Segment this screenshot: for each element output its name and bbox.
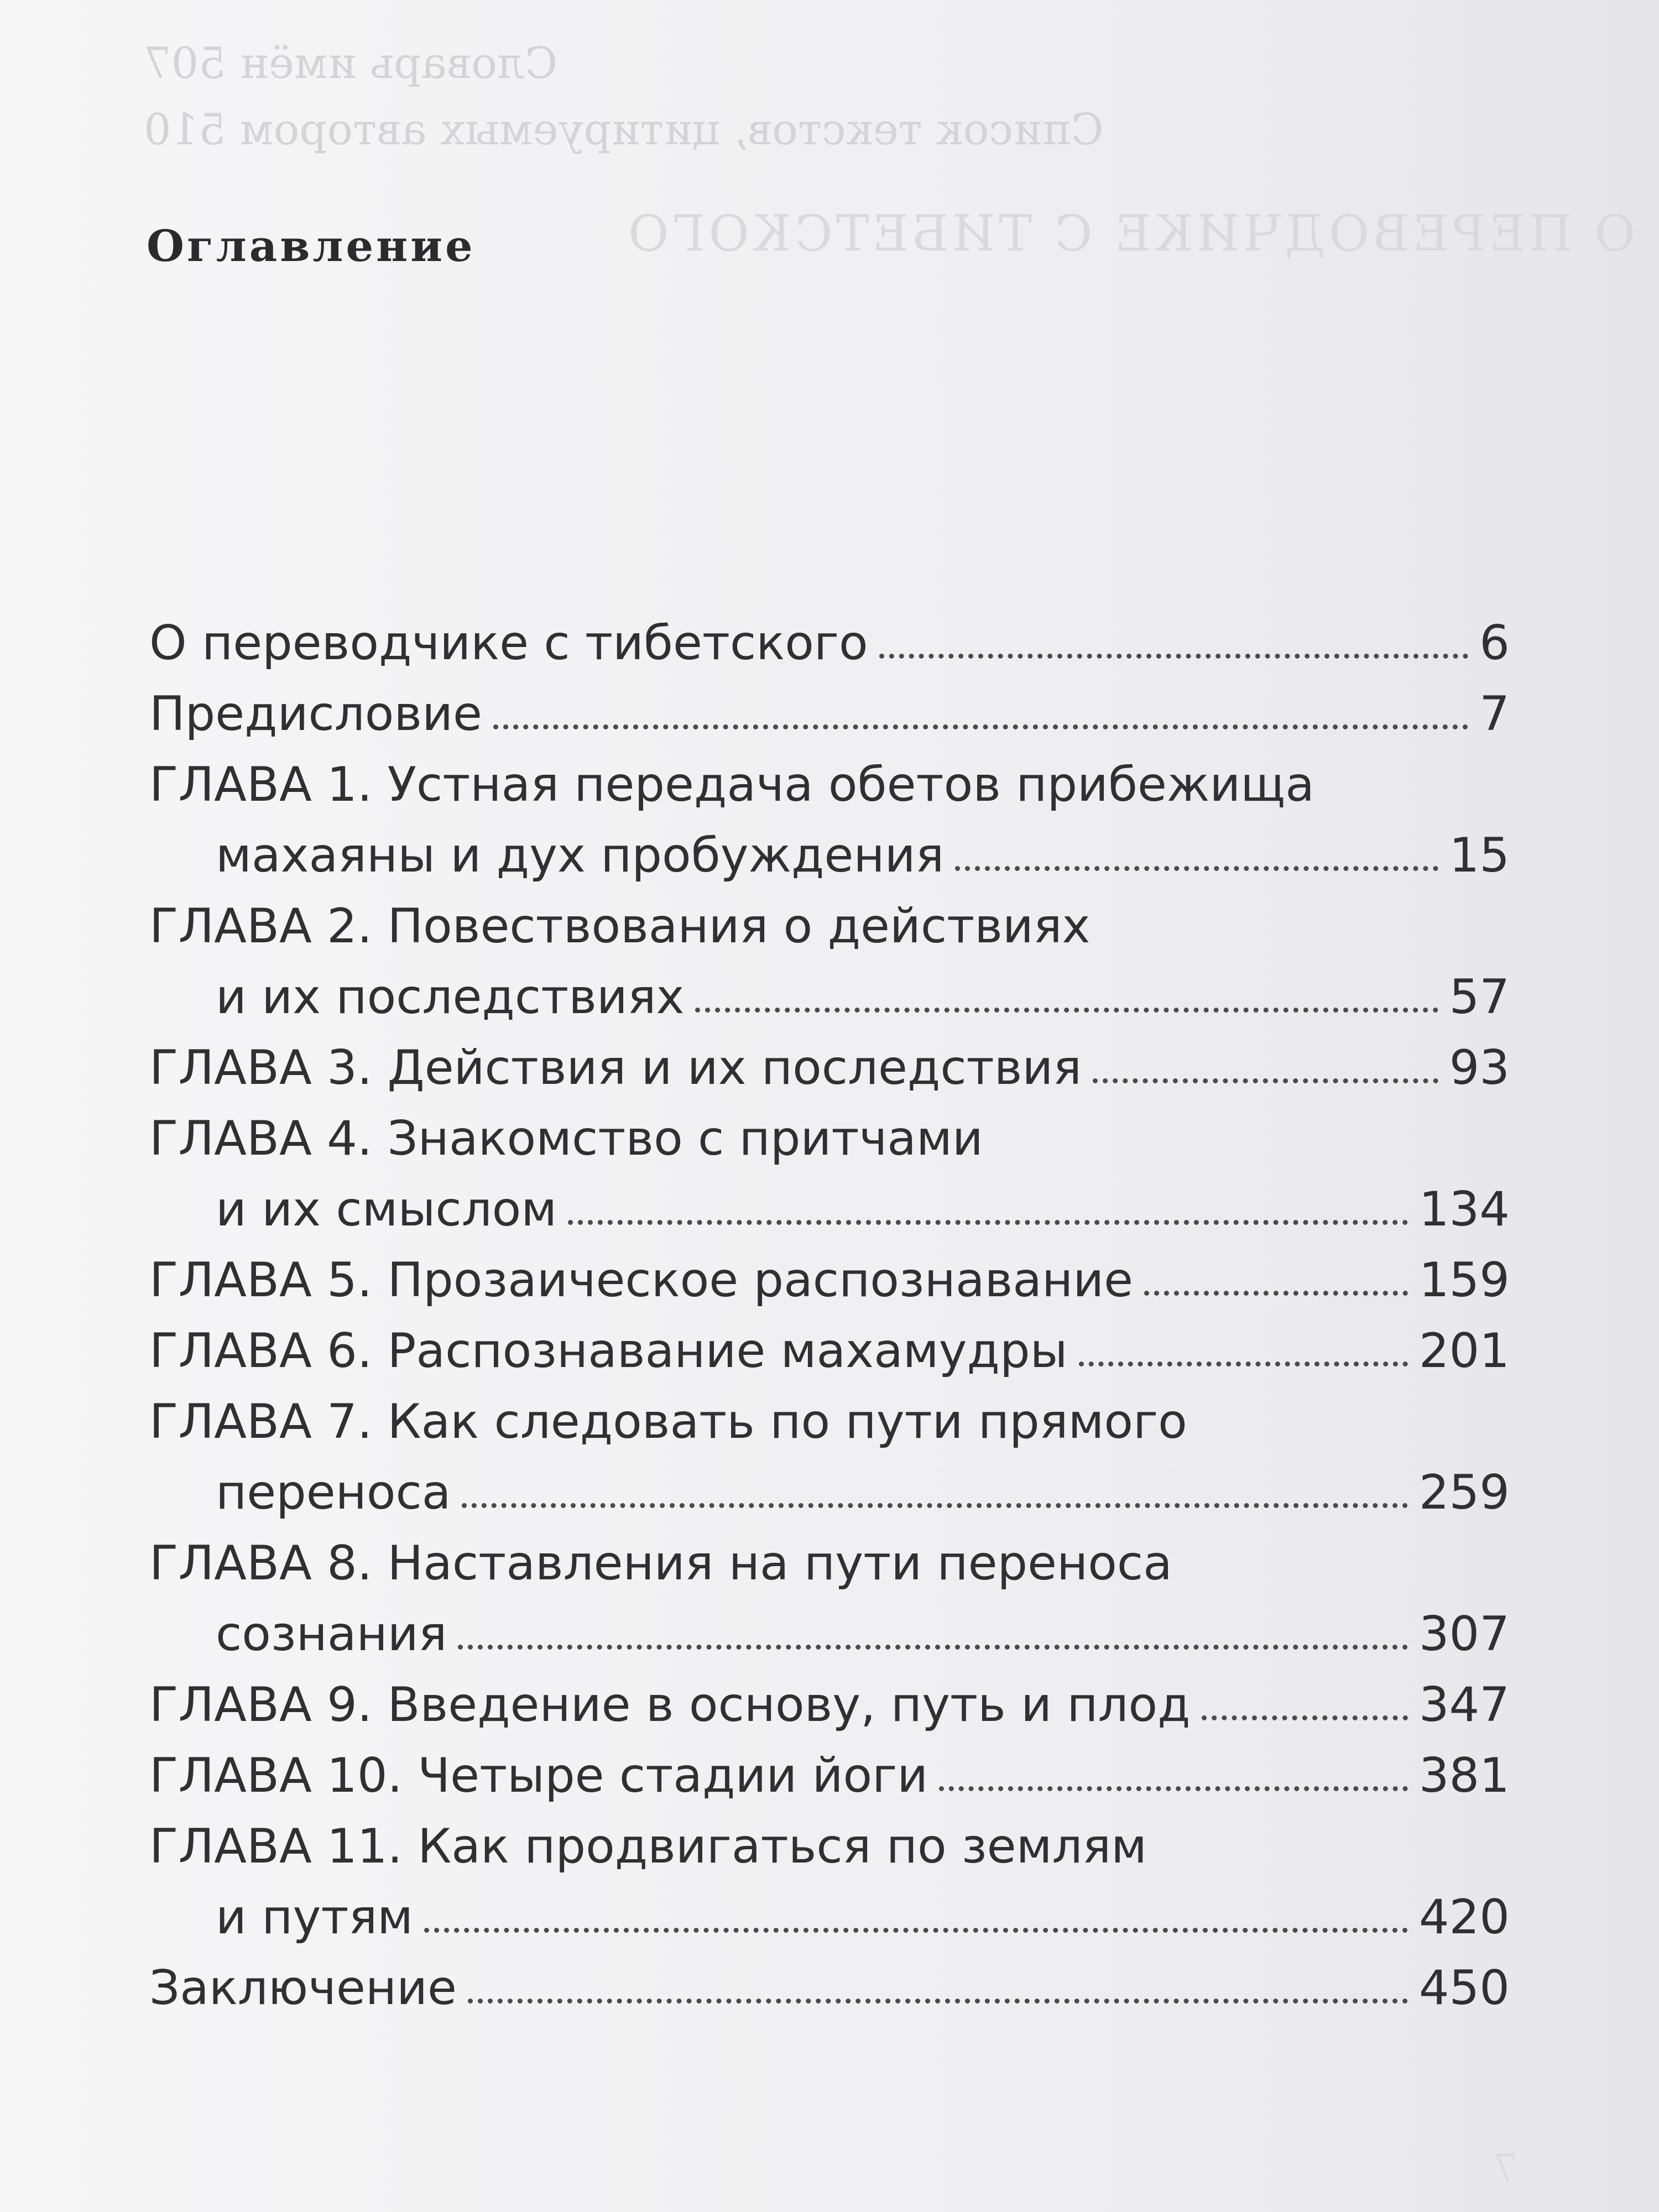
toc-entry-page: 307 [1418, 1606, 1510, 1662]
dot-leader [458, 1645, 1407, 1650]
toc-entry[interactable] [149, 1025, 1510, 1095]
toc-entry[interactable] [149, 1520, 1510, 1591]
toc-entry-page: 159 [1418, 1253, 1510, 1308]
toc-entry-continuation[interactable] [149, 812, 1510, 883]
toc-entry[interactable] [149, 1308, 1510, 1379]
toc-entry[interactable] [149, 600, 1510, 671]
toc-entry-page: 134 [1418, 1182, 1510, 1237]
toc-entry-title-cont: переноса [216, 1465, 451, 1520]
toc-entry-title: ГЛАВА 7. Как следовать по пути прямого [149, 1394, 1187, 1449]
toc-entry[interactable] [149, 742, 1510, 812]
toc-entry[interactable] [149, 1379, 1510, 1449]
toc-entry-title-cont: и их последствиях [216, 969, 685, 1025]
dot-leader [939, 1786, 1408, 1791]
dot-leader [879, 654, 1469, 659]
toc-entry-title: ГЛАВА 6. Распознавание махамудры [149, 1323, 1068, 1379]
dot-leader [1079, 1361, 1408, 1366]
dot-leader [1093, 1078, 1438, 1083]
toc-entry-page: 450 [1418, 1960, 1510, 2016]
toc-entry-continuation[interactable] [149, 1874, 1510, 1945]
toc-entry-continuation[interactable] [149, 1166, 1510, 1237]
toc-entry[interactable] [149, 1803, 1510, 1874]
toc-entry-title: ГЛАВА 5. Прозаическое распознавание [149, 1253, 1133, 1308]
toc-entry-title: ГЛАВА 4. Знакомство с притчами [149, 1111, 983, 1166]
dot-leader [1202, 1715, 1408, 1720]
toc-entry-title: Заключение [149, 1960, 457, 2016]
toc-entry-title: Предисловие [149, 686, 482, 742]
toc-entry-page: 93 [1449, 1040, 1510, 1095]
toc-entry-title: ГЛАВА 10. Четыре стадии йоги [149, 1748, 928, 1803]
toc-entry-continuation[interactable] [149, 1449, 1510, 1520]
dot-leader [424, 1928, 1408, 1933]
table-of-contents [149, 600, 1510, 2016]
toc-entry-page: 381 [1418, 1748, 1510, 1803]
show-through-heading: О ПЕРЕВОДЧИКЕ С ТИБЕТСКОГО [625, 205, 1636, 263]
toc-entry-title: ГЛАВА 8. Наставления на пути переноса [149, 1536, 1172, 1591]
toc-entry[interactable] [149, 1945, 1510, 2016]
toc-entry[interactable] [149, 1237, 1510, 1308]
toc-entry-title-cont: сознания [216, 1606, 447, 1662]
toc-entry-title: ГЛАВА 2. Повествования о действиях [149, 899, 1091, 954]
toc-entry-title-cont: махаяны и дух пробуждения [216, 828, 945, 883]
dot-leader [493, 724, 1468, 729]
toc-entry[interactable] [149, 1733, 1510, 1803]
dot-leader [955, 866, 1438, 871]
toc-entry-continuation[interactable] [149, 1591, 1510, 1662]
toc-entry-continuation[interactable] [149, 954, 1510, 1025]
toc-entry-page: 259 [1418, 1465, 1510, 1520]
toc-heading: Оглавление [147, 221, 476, 272]
toc-entry-title: ГЛАВА 11. Как продвигаться по землям [149, 1819, 1147, 1874]
show-through-text: Словарь имён 507 [144, 39, 558, 88]
toc-entry-page: 6 [1479, 615, 1510, 671]
show-through-page-number: 7 [1493, 2146, 1518, 2191]
dot-leader [462, 1503, 1407, 1508]
toc-entry-page: 15 [1449, 828, 1510, 883]
toc-entry-title: ГЛАВА 3. Действия и их последствия [149, 1040, 1082, 1095]
toc-entry-page: 7 [1479, 686, 1510, 742]
toc-entry-page: 201 [1418, 1323, 1510, 1379]
toc-entry[interactable] [149, 883, 1510, 954]
toc-entry[interactable] [149, 1095, 1510, 1166]
toc-entry-page: 347 [1418, 1677, 1510, 1733]
toc-entry[interactable] [149, 671, 1510, 742]
dot-leader [568, 1220, 1408, 1225]
toc-entry-title-cont: и их смыслом [216, 1182, 557, 1237]
dot-leader [695, 1008, 1438, 1013]
toc-entry-page: 420 [1418, 1890, 1510, 1945]
toc-entry-title: ГЛАВА 9. Введение в основу, путь и плод [149, 1677, 1191, 1733]
dot-leader [1144, 1291, 1408, 1296]
toc-entry[interactable] [149, 1662, 1510, 1733]
toc-entry-page: 57 [1449, 969, 1510, 1025]
toc-entry-title: ГЛАВА 1. Устная передача обетов прибежища [149, 757, 1314, 812]
toc-entry-title: О переводчике с тибетского [149, 615, 868, 671]
show-through-text: Список текстов, цитируемых автором 510 [144, 105, 1104, 155]
toc-entry-title-cont: и путям [216, 1890, 414, 1945]
dot-leader [468, 1999, 1408, 2004]
